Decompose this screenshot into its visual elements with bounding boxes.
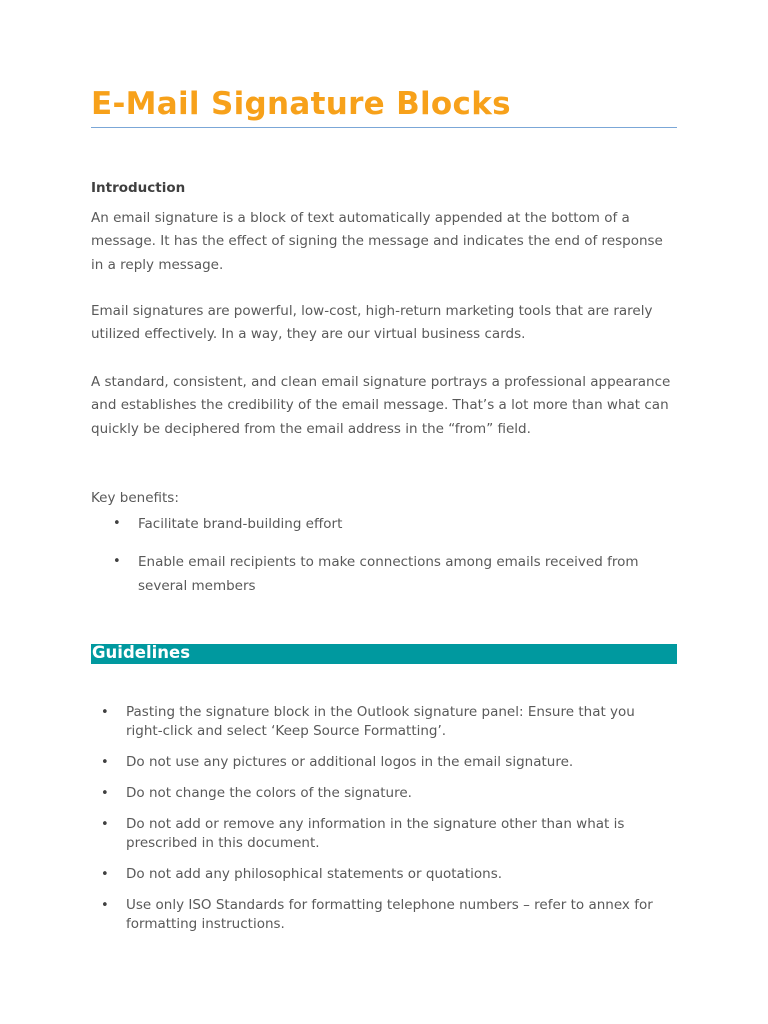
list-item (91, 865, 677, 884)
bullet-icon: • (101, 786, 109, 801)
list-item-text: Facilitate brand-building effort (138, 516, 343, 532)
list-item (91, 753, 677, 772)
list-item-text: Do not add any philosophical statements or quotations. (126, 866, 503, 882)
bullet-icon: • (101, 817, 109, 832)
list-item-text: Do not use any pictures or additional logos in the email signature. (126, 754, 574, 770)
benefits-list (91, 512, 677, 599)
list-item (91, 815, 677, 853)
guidelines-heading: Guidelines (92, 643, 191, 662)
introduction-heading: Introduction (91, 180, 186, 196)
bullet-icon: • (101, 898, 109, 913)
list-item (91, 703, 677, 741)
bullet-icon: • (113, 516, 121, 531)
bullet-icon: • (101, 867, 109, 882)
bullet-icon: • (101, 705, 109, 720)
guidelines-list (91, 703, 677, 934)
intro-paragraph-1: An email signature is a block of text automatically appended at the bottom of a message. It has the effect of signing the message and indicates the end of response in a reply message. (91, 210, 663, 273)
intro-paragraph-2: Email signatures are powerful, low-cost, high-return marketing tools that are rarely utilized effectively. In a way, they are our virtual business cards. (91, 303, 653, 343)
guidelines-heading-bar (91, 644, 677, 664)
list-item-text: Enable email recipients to make connections among emails received from several members (138, 553, 639, 594)
list-item-text: Pasting the signature block in the Outlook signature panel: Ensure that you right-click and select ‘Keep Source Formatting’. (126, 704, 635, 739)
list-item (91, 784, 677, 803)
list-item (91, 896, 677, 934)
bullet-icon: • (101, 755, 109, 770)
document-title: E-Mail Signature Blocks (91, 86, 511, 122)
list-item (91, 550, 677, 599)
list-item-text: Do not add or remove any information in the signature other than what is prescribed in this document. (126, 816, 625, 851)
title-underline (91, 127, 677, 128)
bullet-icon: • (113, 553, 121, 569)
list-item-text: Use only ISO Standards for formatting telephone numbers – refer to annex for formatting instructions. (126, 897, 653, 932)
list-item-text: Do not change the colors of the signature. (126, 785, 412, 801)
list-item (91, 512, 677, 537)
intro-paragraph-3: A standard, consistent, and clean email signature portrays a professional appearance and establishes the credibility of the email message. That’s a lot more than what can quickly be deciphered from the email address in the “from” field. (91, 374, 671, 437)
key-benefits-label: Key benefits: (91, 490, 179, 506)
